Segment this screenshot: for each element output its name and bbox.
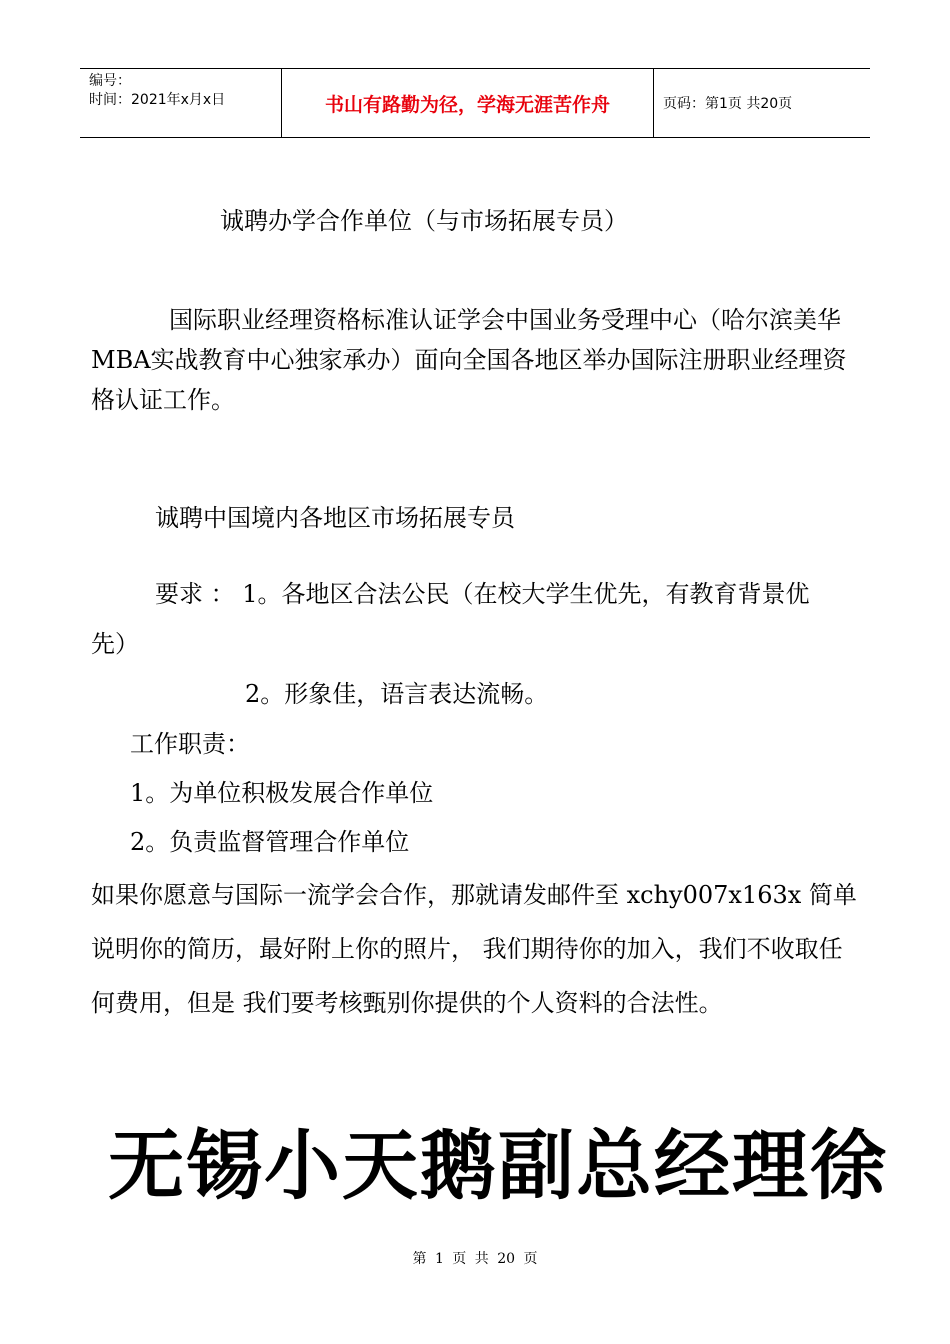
header-meta xyxy=(80,69,281,137)
time-label: 时间：2021年x月x日 xyxy=(89,92,226,108)
requirement-2: 2。形象佳，语言表达流畅。 xyxy=(245,680,549,708)
duties-label: 工作职责： xyxy=(130,730,250,758)
closing-paragraph: 如果你愿意与国际一流学会合作，那就请发邮件至 xchy007x163x 简单说明你的简历，最好附上你的照片， 我们期待你的加入，我们不收取任何费用，但是 我们要考核甄别你提供的个人资料的合法性。 xyxy=(91,881,857,1017)
requirement-1-continued: 先） xyxy=(91,630,139,658)
header-page-info: 页码：第1页 共20页 xyxy=(663,96,793,112)
intro-paragraph: 国际职业经理资格标准认证学会中国业务受理中心（哈尔滨美华MBA实战教育中心独家承办）面向全国各地区举办国际注册职业经理资格认证工作。 xyxy=(91,306,847,414)
header-motto: 书山有路勤为径，学海无涯苦作舟 xyxy=(281,69,654,137)
duty-1: 1。为单位积极发展合作单位 xyxy=(130,779,434,807)
page-header xyxy=(80,68,870,138)
recruit-heading: 诚聘中国境内各地区市场拓展专员 xyxy=(155,504,515,532)
document-title: 诚聘办学合作单位（与市场拓展专员） xyxy=(220,207,628,235)
large-heading: 无锡小天鹅副总经理徐 xyxy=(108,1121,888,1210)
number-label: 编号： xyxy=(89,73,131,89)
page-footer: 第 1 页 共 20 页 xyxy=(412,1251,538,1267)
duty-2: 2。负责监督管理合作单位 xyxy=(130,828,410,856)
requirement-1: 要求 ： 1。各地区合法公民（在校大学生优先，有教育背景优 xyxy=(155,580,810,608)
